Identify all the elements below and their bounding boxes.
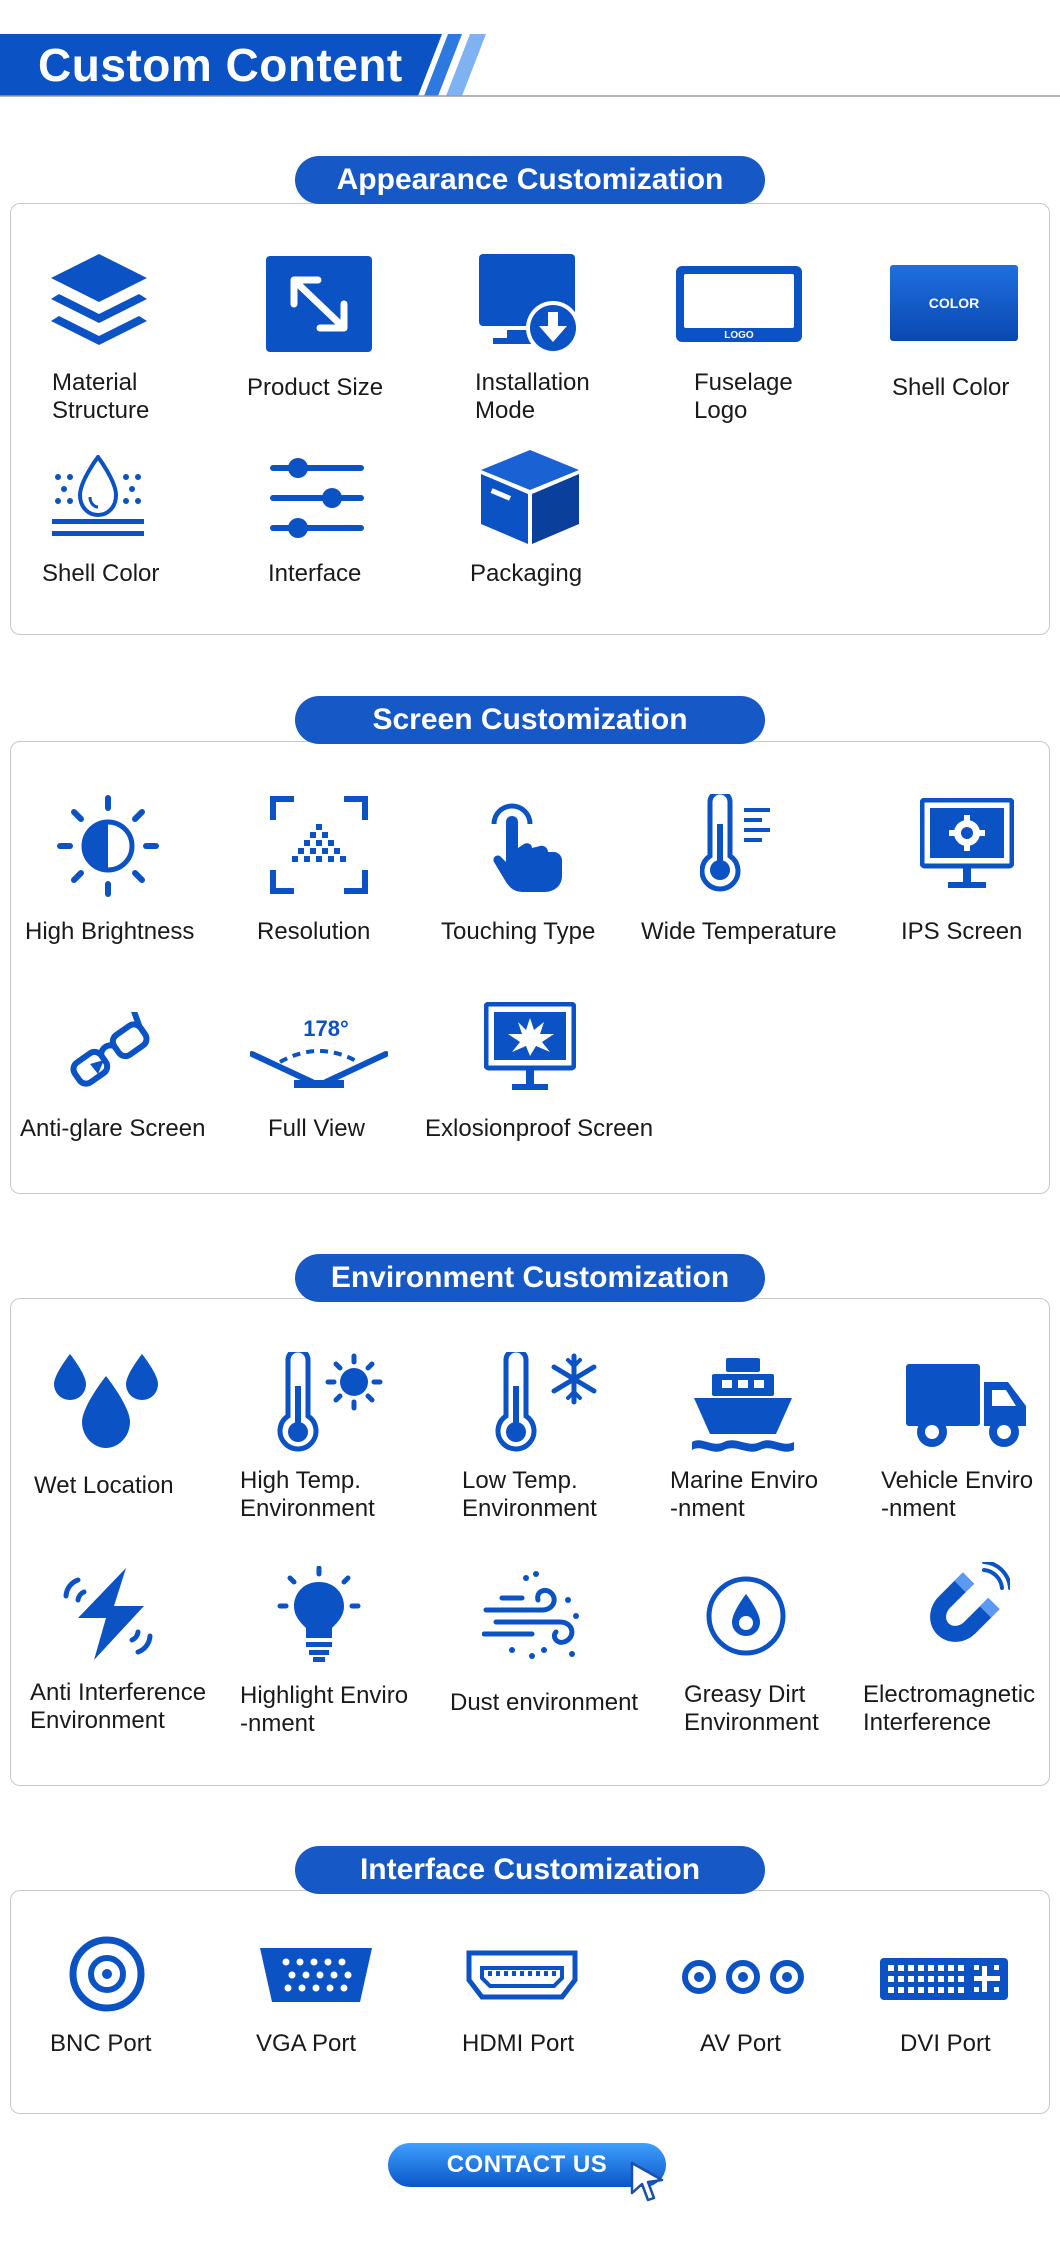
sliders-icon: [268, 455, 366, 539]
oil-drop-icon: [704, 1574, 788, 1658]
glasses-icon: [64, 1012, 156, 1096]
environment-label-5: Anti Interference Environment: [30, 1679, 207, 1734]
appearance-label-3: Fuselage Logo: [694, 369, 793, 424]
touch-hand-icon: [484, 796, 564, 894]
hdmi-port-icon: [466, 1950, 578, 2000]
environment-label-1: High Temp. Environment: [240, 1467, 375, 1522]
environment-label-4: Vehicle Enviro -nment: [881, 1467, 1034, 1522]
screen-label-6: Full View: [268, 1115, 365, 1142]
svg-text:COLOR: COLOR: [928, 295, 980, 311]
lightning-icon: [58, 1566, 158, 1662]
appearance-label-5: Shell Color: [42, 560, 160, 587]
page-title: Custom Content: [38, 39, 403, 91]
environment-label-0: Wet Location: [34, 1472, 174, 1499]
color-swatch-icon: [890, 265, 1018, 341]
brightness-icon: [56, 794, 160, 898]
environment-label-2: Low Temp. Environment: [462, 1467, 597, 1522]
ips-monitor-icon: [920, 798, 1014, 892]
appearance-label-1: Product Size: [247, 374, 384, 401]
screen-section-title: Screen Customization: [295, 696, 765, 744]
resize-icon: [266, 256, 372, 352]
interface-label-0: BNC Port: [50, 2030, 152, 2057]
magnet-icon: [910, 1562, 1010, 1662]
interface-label-3: AV Port: [700, 2030, 781, 2057]
low-temp-icon: [494, 1352, 602, 1456]
appearance-section-title: Appearance Customization: [295, 156, 765, 204]
appearance-label-2: Installation Mode: [475, 369, 590, 424]
high-temp-icon: [276, 1352, 388, 1456]
screen-label-7: Exlosionproof Screen: [425, 1115, 654, 1142]
contact-us-button[interactable]: [388, 2143, 666, 2187]
thermometer-icon: [700, 794, 776, 894]
water-drops-icon: [52, 1352, 160, 1452]
screen-label-4: IPS Screen: [901, 918, 1023, 945]
interface-section-title: Interface Customization: [295, 1846, 765, 1894]
av-port-icon: [680, 1958, 806, 1996]
install-monitor-icon: [477, 252, 587, 358]
appearance-label-4: Shell Color: [892, 374, 1010, 401]
dvi-port-icon: [878, 1956, 1010, 2002]
cursor-arrow-icon: [628, 2160, 666, 2202]
logo-monitor-icon: [676, 266, 802, 342]
svg-text:LOGO: LOGO: [724, 330, 754, 341]
interface-label-2: HDMI Port: [462, 2030, 575, 2057]
screen-label-5: Anti-glare Screen: [20, 1115, 206, 1142]
interface-label-4: DVI Port: [900, 2030, 991, 2057]
environment-label-8: Greasy Dirt Environment: [684, 1681, 819, 1736]
truck-icon: [904, 1362, 1028, 1450]
resolution-icon: [270, 796, 368, 894]
screen-label-3: Wide Temperature: [641, 918, 837, 945]
ship-icon: [690, 1356, 796, 1452]
svg-text:178°: 178°: [303, 1016, 349, 1041]
viewing-angle-icon: [250, 1010, 388, 1094]
layers-icon: [46, 250, 152, 352]
environment-label-9: Electromagnetic Interference: [863, 1681, 1036, 1736]
vga-port-icon: [256, 1946, 376, 2004]
screen-label-0: High Brightness: [25, 918, 195, 945]
explosion-monitor-icon: [484, 1002, 576, 1094]
appearance-label-6: Interface: [268, 560, 362, 587]
waterproof-icon: [50, 455, 146, 539]
interface-label-1: VGA Port: [256, 2030, 357, 2057]
screen-label-1: Resolution: [257, 918, 371, 945]
box-icon: [479, 448, 581, 546]
bnc-port-icon: [68, 1935, 146, 2013]
lightbulb-icon: [276, 1566, 362, 1664]
environment-label-6: Highlight Enviro -nment: [240, 1682, 409, 1737]
environment-section-title: Environment Customization: [295, 1254, 765, 1302]
screen-label-2: Touching Type: [441, 918, 596, 945]
wind-dust-icon: [482, 1570, 582, 1664]
appearance-label-7: Packaging: [470, 560, 583, 587]
contact-us-label: CONTACT US: [446, 2151, 608, 2178]
interface-panel: [10, 1890, 1050, 2114]
environment-label-3: Marine Enviro -nment: [670, 1467, 819, 1522]
page-header: [0, 0, 1060, 100]
environment-label-7: Dust environment: [450, 1689, 639, 1716]
appearance-label-0: Material Structure: [52, 369, 150, 424]
